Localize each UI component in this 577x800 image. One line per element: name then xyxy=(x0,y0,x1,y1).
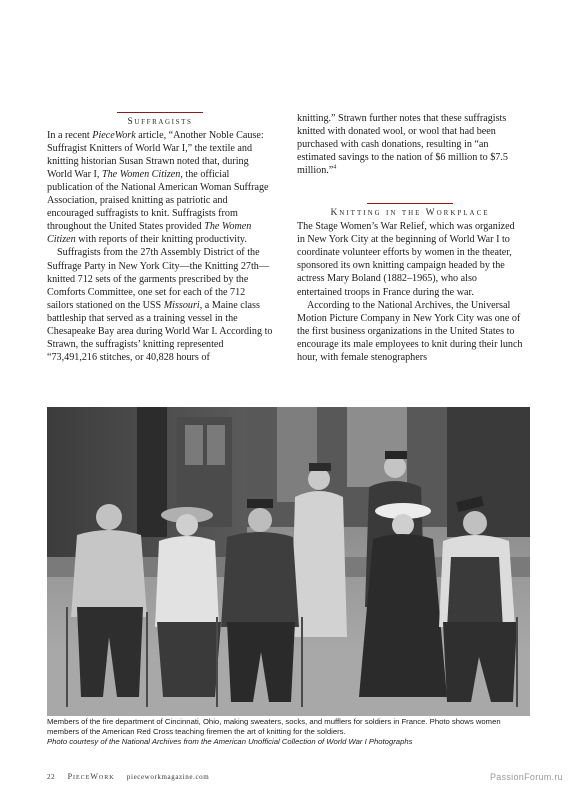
section-rule xyxy=(117,112,203,113)
left-column xyxy=(47,112,273,364)
section-rule xyxy=(367,203,453,204)
caption-text: Members of the fire department of Cincinnati, Ohio, making sweaters, socks, and mufflers for soldiers in France. Photo shows women members of the American Red Cross teaching firemen the art of knitting for the soldiers. xyxy=(47,717,501,737)
photo-illustration xyxy=(47,407,530,716)
section-heading-workplace: Knitting in the Workplace xyxy=(330,208,490,219)
paragraph: The Stage Women’s War Relief, which was organized in New York City at the beginning of World War I to coordinate volunteer efforts by women in the theater, sponsored its own knitting campaign headed by the actress Mary Boland (1882–1965), who also entertained troops in France during the war. xyxy=(297,221,515,298)
caption-credit: Photo courtesy of the National Archives from the American Unofficial Collection of World War I Photographs xyxy=(47,737,413,747)
section-heading-suffragists: Suffragists xyxy=(127,117,193,127)
historical-photo xyxy=(47,407,530,716)
website: pieceworkmagazine.com xyxy=(126,773,210,781)
magazine-name: PieceWork xyxy=(67,772,115,781)
paragraph: According to the National Archives, the Universal Motion Picture Company in New York City was one of the first business organizations in the United States to encourage its male employees to knit during their lunch hour, with female stenographers xyxy=(297,299,523,363)
paragraph: knitting.” Strawn further notes that these suffragists knitted with donated wool, or wool that had been purchased with cash donations, resulting in “an estimated savings to the nation of $6 million to $7.5 million.”$^4$ xyxy=(297,113,508,177)
page-footer xyxy=(47,772,219,781)
page-number: 22 xyxy=(47,773,56,781)
right-column xyxy=(297,112,523,364)
photo-caption xyxy=(47,717,531,748)
paragraph: In a recent PieceWork article, “Another Noble Cause: Suffragist Knitters of World War I,” the textile and knitting historian Susan Strawn noted that, during World War I, The Women Citizen, the official publication of the National American Woman Suffrage Association, praised knitting as patriotic and encouraged suffragists to knit. Suffragists from throughout the United States provided The Women Citizen with reports of their knitting productivity. xyxy=(47,130,269,246)
paragraph: Suffragists from the 27th Assembly District of the Suffrage Party in New York City—the Knitting 27th— knitted 712 sets of the garments prescribed by the Comforts Committee, one set for each of the 712 sailors stationed on the USS Missouri, a Maine class battleship that served as a training vessel in the Chesapeake Bay area during World War I. According to Strawn, the suffragists’ knitting represented “73,491,216 stitches, or 40,828 hours of xyxy=(47,247,273,363)
footnote-marker: 4 xyxy=(333,164,337,171)
watermark: PassionForum.ru xyxy=(489,772,563,782)
